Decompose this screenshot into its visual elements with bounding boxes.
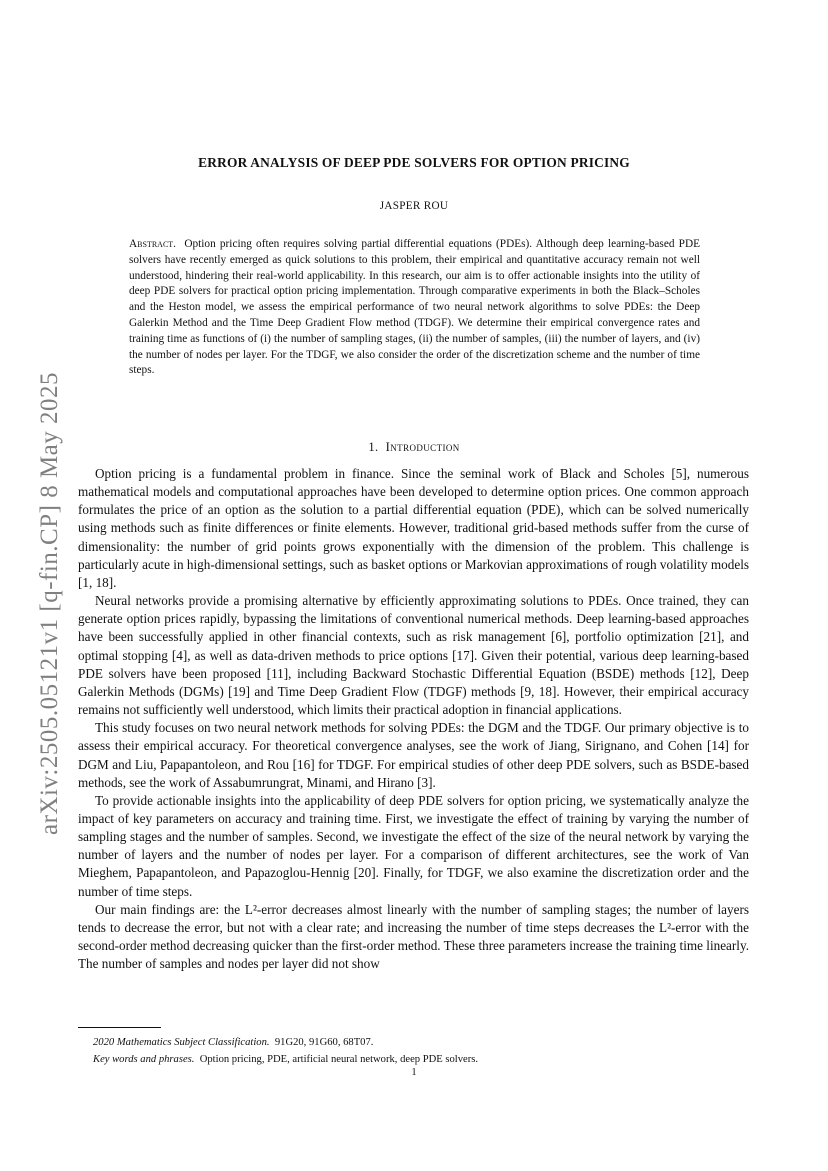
paper-title: ERROR ANALYSIS OF DEEP PDE SOLVERS FOR OPTION PRICING (198, 155, 630, 170)
arxiv-side-stamp (0, 0, 70, 1171)
msc-label: 2020 Mathematics Subject Classification. (93, 1037, 270, 1048)
section-heading (0, 440, 828, 455)
paragraph: To provide actionable insights into the applicability of deep PDE solvers for option pricing, we systematically analyze the impact of key parameters on accuracy and training time. First, we investigate the effect of training by varying the number of sampling stages and the number of samples. Second, we investigate the effect of the size of the neural network by varying the number of layers and the number of nodes per layer. For a comparison of different architectures, see the work of Van Mieghem, Papapantoleon, and Papazoglou-Hennig [20]. Finally, for TDGF, we also examine the discretization order and the number of time steps. (78, 792, 749, 899)
msc-footnote (93, 1034, 753, 1051)
paragraph: Option pricing is a fundamental problem in finance. Since the seminal work of Black and Scholes [5], numerous mathematical models and computational approaches have been developed to determine option prices. One common approach formulates the price of an option as the solution to a partial differential equation (PDE), which can be solved numerically using methods such as finite differences or finite elements. However, traditional grid-based methods suffer from the curse of dimensionality: the number of grid points grows exponentially with the dimension of the problem. This challenge is particularly acute in high-dimensional settings, such as basket options or Markovian approximations of rough volatility models [1, 18]. (78, 466, 749, 590)
section-title: Introduction (385, 440, 460, 454)
paragraph: Neural networks provide a promising alternative by efficiently approximating solutions to PDEs. Once trained, they can generate option prices rapidly, bypassing the limitations of conventional numerical methods. Deep learning-based approaches have been successfully applied in other financial contexts, such as risk management [6], portfolio optimization [21], and optimal stopping [4], as well as data-driven methods to price options [17]. Given their potential, various deep learning-based PDE solvers have been proposed [11], including Backward Stochastic Differential Equation (BSDE) methods [12], Deep Galerkin Methods (DGMs) [19] and Time Deep Gradient Flow (TDGF) methods [9, 18]. However, their empirical accuracy remains not sufficiently well understood, which limits their practical adoption in financial applications. (78, 593, 749, 718)
abstract-label: Abstract. (129, 238, 176, 250)
keywords-footnote (93, 1051, 753, 1068)
paragraph: This study focuses on two neural network methods for solving PDEs: the DGM and the TDGF. Our primary objective is to assess their empirical accuracy. For theoretical convergence analyses, see the work of Jiang, Sirignano, and Cohen [14] for DGM and Liu, Papapantoleon, and Rou [16] for TDGF. For empirical studies of other deep PDE solvers, such as BSDE-based methods, see the work of Assabumrungrat, Minami, and Hirano [3]. (78, 720, 749, 790)
section-number: 1. (368, 440, 379, 454)
abstract (129, 237, 700, 379)
footnote-divider (78, 1027, 161, 1028)
msc-value: 91G20, 91G60, 68T07. (274, 1037, 374, 1048)
paper-author: JASPER ROU (379, 200, 449, 212)
abstract-text: Option pricing often requires solving partial differential equations (PDEs). Although deep learning-based PDE solvers have recently emerged as quick solutions to this problem, their empirical and quantitative accuracy remain not well understood, hindering their real-world applicability. In this research, our aim is to offer actionable insights into the utility of deep PDE solvers for practical option pricing implementation. Through comparative experiments in both the Black–Scholes and the Heston model, we assess the empirical performance of two neural network algorithms to solve PDEs: the Deep Galerkin Method and the Time Deep Gradient Flow method (TDGF). We determine their empirical convergence rates and training time as functions of (i) the number of sampling stages, (ii) the number of samples, (iii) the number of layers, and (iv) the number of nodes per layer. For the TDGF, we also consider the order of the discretization scheme and the number of time steps. (129, 238, 701, 377)
keywords-value: Option pricing, PDE, artificial neural network, deep PDE solvers. (199, 1054, 479, 1066)
footnotes (93, 1034, 753, 1068)
page-number: 1 (411, 1067, 417, 1078)
arxiv-identifier: arXiv:2505.05121v1 [q-fin.CP] 8 May 2025 (36, 371, 63, 835)
body-text (78, 465, 749, 973)
keywords-label: Key words and phrases. (93, 1054, 195, 1066)
paragraph: Our main findings are: the L²-error decreases almost linearly with the number of sampling stages; the number of layers tends to decrease the error, but not with a clear rate; and increasing the number of time steps decreases the L²-error with the second-order method decreasing quicker than the first-order method. These three parameters increase the training time linearly. The number of samples and nodes per layer did not show (78, 901, 749, 972)
